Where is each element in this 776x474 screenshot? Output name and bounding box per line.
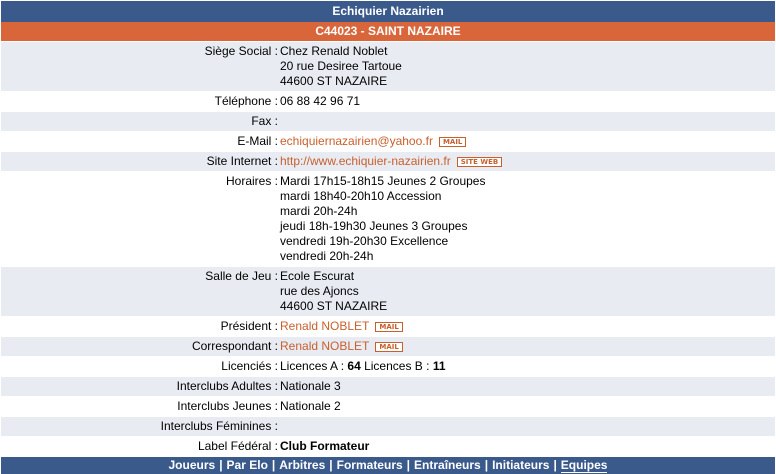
value-interclubs-jeunes: Nationale 2	[280, 399, 341, 413]
label-president: Président :	[220, 319, 278, 333]
row-siege	[1, 42, 775, 92]
nav-initiateurs[interactable]: Initiateurs	[492, 458, 550, 472]
row-interclubs-adultes	[1, 377, 775, 397]
page-title: Echiquier Nazairien	[1, 1, 775, 22]
label-interclubs-jeunes: Interclubs Jeunes :	[177, 399, 278, 413]
nav-separator: |	[406, 458, 411, 472]
label-federal-value: Club Formateur	[280, 439, 370, 453]
label-interclubs-feminines: Interclubs Féminines :	[160, 419, 278, 433]
value-correspondant	[280, 337, 775, 356]
label-fax: Fax :	[251, 114, 278, 128]
row-horaires	[1, 172, 775, 267]
value-label-federal	[280, 437, 775, 456]
email-link[interactable]: echiquiernazairien@yahoo.fr	[280, 134, 433, 148]
value-fax	[280, 112, 775, 131]
club-code-title: C44023 - SAINT NAZAIRE	[1, 22, 775, 41]
president-link[interactable]: Renald NOBLET	[280, 319, 370, 333]
nav-formateurs[interactable]: Formateurs	[336, 458, 403, 472]
label-salle: Salle de Jeu :	[205, 269, 278, 283]
licences-a-label: Licences A :	[280, 359, 345, 373]
row-salle	[1, 267, 775, 317]
value-president	[280, 317, 775, 336]
value-interclubs-feminines	[280, 417, 775, 436]
horaire-line: vendredi 20h-24h	[280, 249, 374, 263]
row-label-federal	[1, 437, 775, 457]
label-telephone: Téléphone :	[214, 94, 278, 108]
nav-separator: |	[329, 458, 333, 472]
horaire-line: mardi 20h-24h	[280, 204, 358, 218]
correspondant-link[interactable]: Renald NOBLET	[280, 339, 370, 353]
licences-a-count: 64	[347, 359, 361, 373]
row-interclubs-feminines	[1, 417, 775, 437]
siege-line: 20 rue Desiree Tartoue	[280, 59, 402, 73]
nav-separator: |	[271, 458, 276, 472]
nav-separator: |	[553, 458, 557, 472]
website-link[interactable]: http://www.echiquier-nazairien.fr	[280, 154, 451, 168]
row-email	[1, 132, 775, 152]
row-interclubs-jeunes	[1, 397, 775, 417]
value-site	[280, 152, 775, 171]
value-interclubs-adultes: Nationale 3	[280, 379, 341, 393]
row-licencies	[1, 357, 775, 377]
horaire-line: jeudi 18h-19h30 Jeunes 3 Groupes	[280, 219, 468, 233]
nav-arbitres[interactable]: Arbitres	[279, 458, 326, 472]
value-siege	[280, 42, 775, 91]
horaire-line: Mardi 17h15-18h15 Jeunes 2 Groupes	[280, 174, 486, 188]
value-horaires	[280, 172, 775, 266]
row-fax	[1, 112, 775, 132]
row-site	[1, 152, 775, 172]
nav-par-elo[interactable]: Par Elo	[226, 458, 268, 472]
label-licencies: Licenciés :	[221, 359, 278, 373]
nav-separator: |	[219, 458, 223, 472]
value-telephone: 06 88 42 96 71	[280, 94, 361, 108]
nav-joueurs[interactable]: Joueurs	[168, 458, 216, 472]
siege-line: Chez Renald Noblet	[280, 44, 388, 58]
row-correspondant	[1, 337, 775, 357]
site-web-badge-icon[interactable]: SITE WEB	[457, 157, 502, 167]
row-telephone	[1, 92, 775, 112]
salle-line: rue des Ajoncs	[280, 284, 359, 298]
mail-badge-icon[interactable]: MAIL	[375, 322, 402, 332]
mail-badge-icon[interactable]: MAIL	[375, 342, 402, 352]
label-interclubs-adultes: Interclubs Adultes :	[176, 379, 278, 393]
value-salle	[280, 267, 775, 316]
label-horaires: Horaires :	[225, 174, 278, 188]
nav-equipes[interactable]: Equipes	[560, 458, 608, 472]
label-label-federal: Label Fédéral :	[197, 439, 278, 453]
nav-entraineurs[interactable]: Entraîneurs	[414, 458, 481, 472]
value-licencies	[280, 357, 775, 376]
salle-line: 44600 ST NAZAIRE	[280, 299, 388, 313]
horaire-line: mardi 18h40-20h10 Accession	[280, 189, 442, 203]
value-email	[280, 132, 775, 151]
row-president	[1, 317, 775, 337]
label-correspondant: Correspondant :	[191, 339, 278, 353]
label-siege: Siège Social :	[204, 44, 278, 58]
label-site: Site Internet :	[206, 154, 278, 168]
licences-b-label: Licences B :	[364, 359, 430, 373]
mail-badge-icon[interactable]: MAIL	[439, 137, 466, 147]
club-details	[1, 42, 775, 457]
nav-separator: |	[484, 458, 489, 472]
licences-b-count: 11	[432, 359, 446, 373]
siege-line: 44600 ST NAZAIRE	[280, 74, 388, 88]
salle-line: Ecole Escurat	[280, 269, 355, 283]
bottom-nav	[1, 457, 775, 474]
horaire-line: vendredi 19h-20h30 Excellence	[280, 234, 449, 248]
label-email: E-Mail :	[237, 134, 278, 148]
